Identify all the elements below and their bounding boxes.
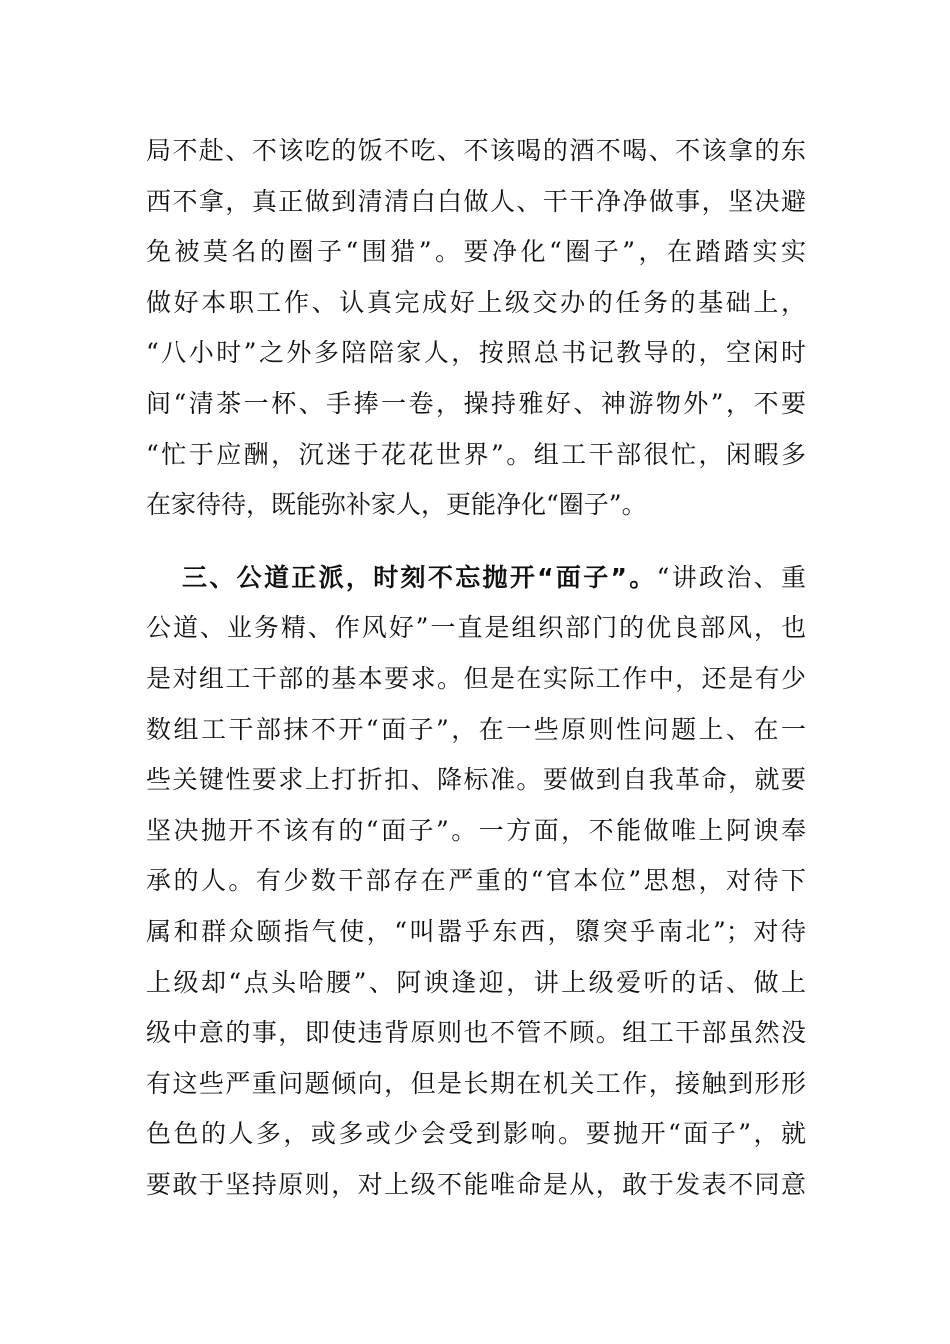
- heading-continuation: “讲政治、重: [656, 562, 806, 592]
- text-line: 上级却“点头哈腰”、阿谀逢迎，讲上级爱听的话、做上: [146, 967, 806, 997]
- text-line: 属和群众颐指气使，“叫嚣乎东西，隳突乎南北”；对待: [146, 916, 806, 946]
- text-line: 在家待待，既能弥补家人，更能净化“圈子”。: [146, 490, 647, 520]
- text-line: 西不拿，真正做到清清白白做人、干干净净做事，坚决避: [146, 186, 806, 216]
- text-line: “忙于应酬，沉迷于花花世界”。组工干部很忙，闲暇多: [146, 439, 806, 469]
- section-heading: 三、公道正派，时刻不忘抛开“面子”。: [182, 562, 657, 592]
- text-line: 级中意的事，即使违背原则也不管不顾。组工干部虽然没: [146, 1018, 806, 1048]
- text-line: 数组工干部抹不开“面子”，在一些原则性问题上、在一: [146, 714, 806, 744]
- text-line: 有这些严重问题倾向，但是长期在机关工作，接触到形形: [146, 1068, 806, 1098]
- text-line: 做好本职工作、认真完成好上级交办的任务的基础上，: [146, 287, 806, 317]
- text-line: 是对组工干部的基本要求。但是在实际工作中，还是有少: [146, 663, 806, 693]
- text-line: 要敢于坚持原则，对上级不能唯命是从，敢于发表不同意: [146, 1169, 806, 1199]
- text-line: 些关键性要求上打折扣、降标准。要做到自我革命，就要: [146, 765, 806, 795]
- text-line: 色色的人多，或多或少会受到影响。要抛开“面子”，就: [146, 1119, 806, 1149]
- paragraph-first-line: [146, 553, 806, 604]
- text-line: 间“清茶一杯、手捧一卷，操持雅好、神游物外”，不要: [146, 388, 806, 418]
- paragraph-gap: [146, 531, 806, 553]
- text-line: 承的人。有少数干部存在严重的“官本位”思想，对待下: [146, 866, 806, 896]
- text-line: 公道、业务精、作风好”一直是组织部门的优良部风，也: [146, 613, 806, 643]
- text-line: “八小时”之外多陪陪家人，按照总书记教导的，空闲时: [146, 338, 806, 368]
- text-line: 坚决抛开不该有的“面子”。一方面，不能做唯上阿谀奉: [146, 815, 806, 845]
- paragraph-1: [146, 126, 806, 531]
- text-line: 免被莫名的圈子“围猎”。要净化“圈子”，在踏踏实实: [146, 237, 806, 267]
- document-page: [146, 126, 806, 1210]
- paragraph-2: [146, 553, 806, 1211]
- text-line: 局不赴、不该吃的饭不吃、不该喝的酒不喝、不该拿的东: [146, 136, 806, 165]
